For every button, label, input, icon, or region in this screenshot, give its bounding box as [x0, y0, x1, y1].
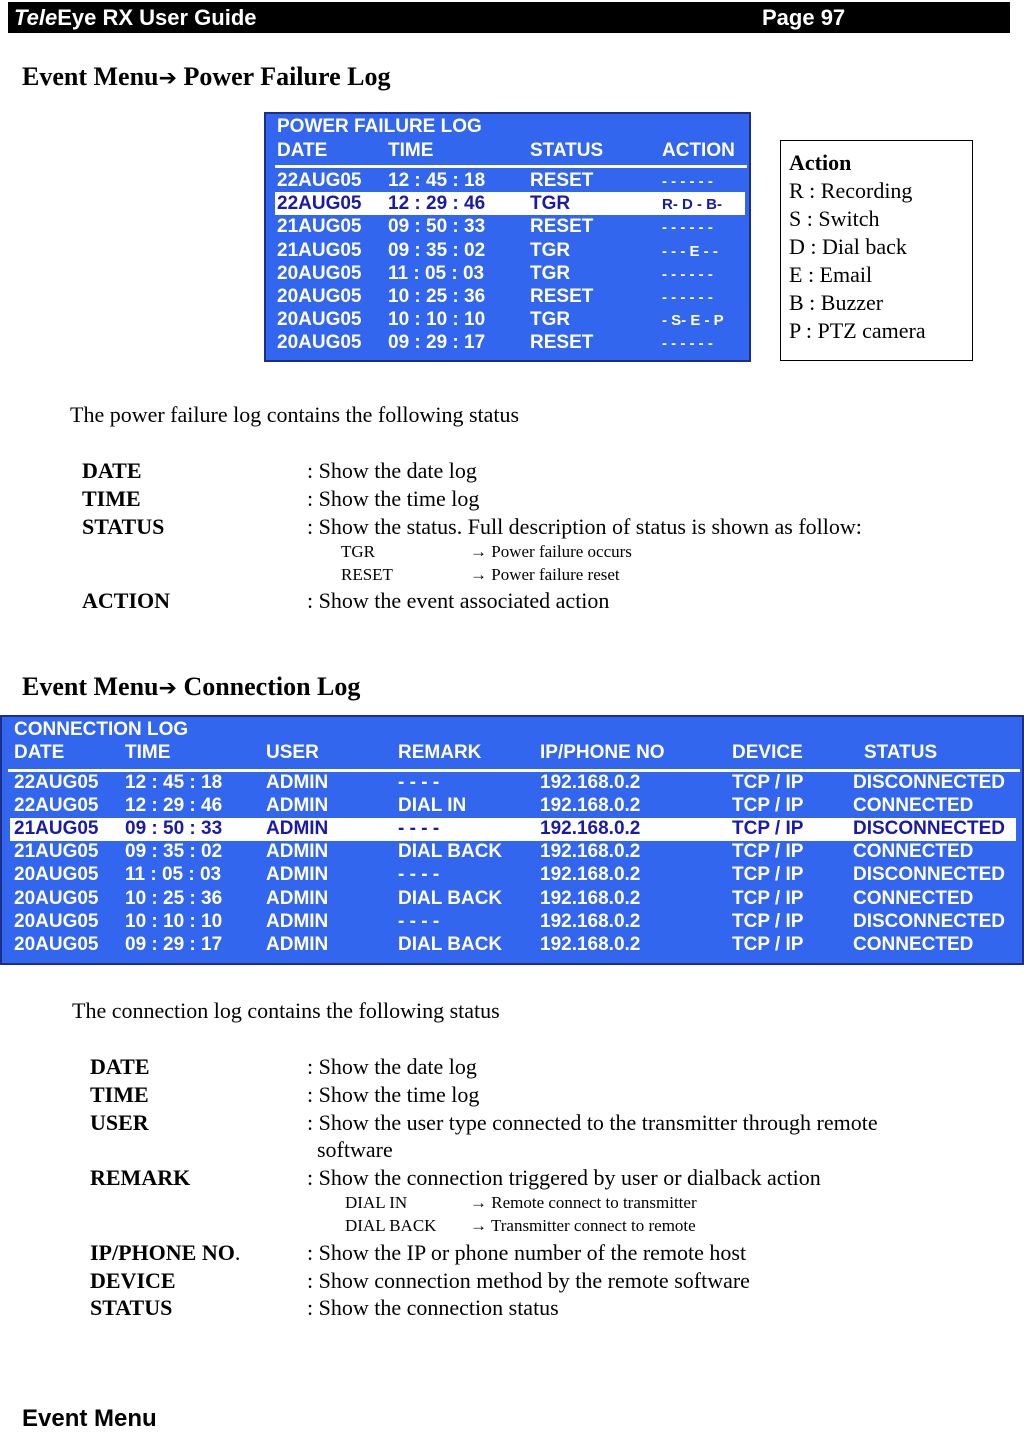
table-cell: RESET	[530, 216, 594, 238]
col-header: DEVICE	[732, 742, 803, 763]
power-failure-section-title: Event Menu➔ Power Failure Log	[22, 62, 391, 91]
table-cell: ADMIN	[266, 795, 329, 817]
field-desc: : Show the date log	[307, 458, 477, 483]
table-cell: 20AUG05	[14, 864, 99, 886]
arrow-right-icon: →	[470, 542, 487, 561]
col-header: ACTION	[662, 140, 735, 161]
table-cell: R- D - B-	[662, 196, 722, 214]
table-cell: 192.168.0.2	[540, 795, 641, 817]
table-cell: 12 : 29 : 46	[125, 795, 223, 817]
table-cell: DISCONNECTED	[853, 910, 1006, 932]
table-cell: 21AUG05	[14, 818, 99, 840]
field-term: DATE	[90, 1054, 150, 1079]
power-failure-log-table	[264, 112, 751, 362]
table-cell: 12 : 45 : 18	[125, 772, 223, 793]
remark-code: DIAL BACK	[345, 1216, 437, 1235]
table-cell: RESET	[530, 170, 594, 191]
field-term: ACTION	[82, 588, 171, 613]
table-cell: 21AUG05	[277, 239, 362, 261]
table-cell: TCP / IP	[732, 887, 804, 909]
table-cell: DIAL BACK	[398, 933, 503, 955]
table-cell: DISCONNECTED	[853, 818, 1006, 840]
power-intro: The power failure log contains the following status	[70, 402, 520, 427]
table-cell: 20AUG05	[14, 910, 99, 932]
table-cell: TGR	[530, 309, 571, 331]
table-cell: 192.168.0.2	[540, 864, 641, 886]
table-cell: 21AUG05	[277, 216, 362, 238]
legend-item: R : Recording	[789, 178, 913, 203]
remark-meaning: → Remote connect to transmitter	[470, 1193, 697, 1212]
table-cell: ADMIN	[266, 818, 329, 840]
col-header: IP/PHONE NO	[540, 742, 665, 763]
table-cell: ADMIN	[266, 887, 329, 909]
table-cell: - - - - - -	[662, 219, 713, 237]
table-cell: 09 : 50 : 33	[125, 818, 223, 840]
table-cell: CONNECTED	[853, 795, 974, 817]
table-cell: 10 : 25 : 36	[388, 286, 486, 307]
header-divider	[275, 165, 747, 168]
status-code: TGR	[341, 542, 375, 561]
legend-item: D : Dial back	[789, 234, 907, 259]
table-cell: DIAL BACK	[398, 841, 503, 863]
table-cell: ADMIN	[266, 864, 329, 886]
table-cell: TGR	[530, 193, 571, 215]
table-cell: 12 : 29 : 46	[388, 193, 486, 215]
legend-item: B : Buzzer	[789, 290, 884, 315]
table-cell: - - - -	[398, 910, 440, 932]
remark-meaning: → Transmitter connect to remote	[470, 1216, 696, 1235]
table-cell: - - - -	[398, 772, 440, 793]
col-header: REMARK	[398, 742, 482, 763]
doc-title: TeleEye RX User Guide	[14, 5, 257, 30]
field-desc-continued: software	[317, 1137, 393, 1162]
table-cell: 192.168.0.2	[540, 841, 641, 863]
table-cell: 192.168.0.2	[540, 887, 641, 909]
table-title: POWER FAILURE LOG	[277, 116, 482, 137]
connection-intro: The connection log contains the following status	[72, 998, 500, 1023]
table-cell: TGR	[530, 262, 571, 284]
table-cell: 192.168.0.2	[540, 910, 641, 932]
status-meaning: → Power failure reset	[470, 565, 620, 584]
table-cell: TCP / IP	[732, 864, 804, 886]
table-cell: ADMIN	[266, 772, 329, 793]
table-cell: 09 : 29 : 17	[125, 933, 223, 955]
field-term: USER	[90, 1110, 149, 1135]
field-desc: : Show connection method by the remote software	[307, 1268, 750, 1293]
table-cell: 20AUG05	[277, 286, 362, 307]
field-desc: : Show the connection triggered by user or dialback action	[307, 1165, 821, 1190]
table-cell: TCP / IP	[732, 910, 804, 932]
table-cell: TCP / IP	[732, 841, 804, 863]
table-cell: CONNECTED	[853, 933, 974, 955]
table-cell: TCP / IP	[732, 795, 804, 817]
table-cell: 22AUG05	[14, 772, 99, 793]
table-cell: 11 : 05 : 03	[388, 262, 485, 284]
status-code: RESET	[341, 565, 393, 584]
field-desc: : Show the connection status	[307, 1295, 559, 1320]
legend-item: S : Switch	[789, 206, 880, 231]
arrow-right-icon: ➔	[158, 66, 177, 91]
page-header	[8, 2, 1010, 33]
table-cell: - - - - - -	[662, 173, 713, 190]
table-cell: DISCONNECTED	[853, 864, 1006, 886]
table-cell: DIAL BACK	[398, 887, 503, 909]
table-cell: 20AUG05	[14, 887, 99, 909]
table-cell: 20AUG05	[277, 309, 362, 331]
table-cell: 22AUG05	[14, 795, 99, 817]
table-cell: - - - - - -	[662, 335, 713, 353]
table-cell: - - - -	[398, 864, 440, 886]
table-cell: TCP / IP	[732, 933, 804, 955]
table-cell: 192.168.0.2	[540, 772, 641, 793]
table-cell: 09 : 29 : 17	[388, 332, 486, 354]
col-header: DATE	[14, 742, 65, 763]
table-cell: - S- E - P	[662, 312, 724, 330]
connection-section-title: Event Menu➔ Connection Log	[22, 672, 361, 701]
table-cell: - - - - - -	[662, 289, 713, 306]
connection-log-table	[0, 715, 1024, 965]
table-cell: 192.168.0.2	[540, 818, 641, 840]
field-term: DEVICE	[90, 1268, 176, 1293]
table-cell: 10 : 10 : 10	[388, 309, 486, 331]
arrow-right-icon: →	[470, 565, 487, 584]
col-header: TIME	[388, 140, 434, 161]
table-cell: 11 : 05 : 03	[125, 864, 222, 886]
table-cell: RESET	[530, 286, 594, 307]
table-cell: 10 : 25 : 36	[125, 887, 223, 909]
field-desc: : Show the user type connected to the transmitter through remote	[307, 1110, 878, 1135]
field-term: REMARK	[90, 1165, 191, 1190]
table-cell: DISCONNECTED	[853, 772, 1006, 793]
table-cell: ADMIN	[266, 910, 329, 932]
field-desc: : Show the time log	[307, 486, 480, 511]
field-term: STATUS	[90, 1295, 173, 1320]
table-cell: RESET	[530, 332, 594, 354]
field-desc: : Show the date log	[307, 1054, 477, 1079]
table-cell: TGR	[530, 239, 571, 261]
table-cell: CONNECTED	[853, 887, 974, 909]
col-header: STATUS	[864, 742, 938, 763]
table-cell: 09 : 50 : 33	[388, 216, 486, 238]
table-cell: ADMIN	[266, 841, 329, 863]
table-cell: 20AUG05	[277, 332, 362, 354]
table-cell: TCP / IP	[732, 772, 804, 793]
arrow-right-icon: →	[470, 1193, 487, 1212]
legend-item: E : Email	[789, 262, 873, 287]
field-term: TIME	[90, 1082, 149, 1107]
col-header: DATE	[277, 140, 328, 161]
page-number: Page 97	[762, 5, 846, 30]
legend-title: Action	[789, 150, 852, 175]
table-cell: 22AUG05	[277, 170, 362, 191]
table-title: CONNECTION LOG	[14, 719, 189, 740]
field-term: IP/PHONE NO.	[90, 1240, 241, 1265]
table-cell: - - - - - -	[662, 265, 713, 283]
col-header: STATUS	[530, 140, 604, 161]
table-cell: 20AUG05	[277, 262, 362, 284]
table-cell: DIAL IN	[398, 795, 467, 817]
table-cell: 21AUG05	[14, 841, 99, 863]
field-desc: : Show the time log	[307, 1082, 480, 1107]
table-cell: 10 : 10 : 10	[125, 910, 223, 932]
next-section-title: Event Menu	[22, 1405, 157, 1432]
table-cell: 12 : 45 : 18	[388, 170, 486, 191]
table-cell: 22AUG05	[277, 193, 362, 215]
remark-code: DIAL IN	[345, 1193, 408, 1212]
legend-item: P : PTZ camera	[789, 318, 926, 343]
field-desc: : Show the event associated action	[307, 588, 610, 613]
field-desc: : Show the status. Full description of status is shown as follow:	[307, 514, 862, 539]
table-cell: 20AUG05	[14, 933, 99, 955]
status-meaning: → Power failure occurs	[470, 542, 632, 561]
col-header: USER	[266, 742, 319, 763]
table-cell: - - - E - -	[662, 242, 718, 260]
field-term: DATE	[82, 458, 142, 483]
table-cell: 09 : 35 : 02	[125, 841, 223, 863]
table-cell: - - - -	[398, 818, 440, 840]
table-cell: ADMIN	[266, 933, 329, 955]
field-term: TIME	[82, 486, 141, 511]
field-desc: : Show the IP or phone number of the remote host	[307, 1240, 747, 1265]
table-cell: TCP / IP	[732, 818, 804, 840]
field-term: STATUS	[82, 514, 165, 539]
table-cell: 192.168.0.2	[540, 933, 641, 955]
table-cell: 09 : 35 : 02	[388, 239, 486, 261]
col-header: TIME	[125, 742, 171, 763]
action-legend	[780, 140, 973, 361]
table-cell: CONNECTED	[853, 841, 974, 863]
arrow-right-icon: →	[470, 1216, 487, 1235]
arrow-right-icon: ➔	[158, 676, 177, 701]
